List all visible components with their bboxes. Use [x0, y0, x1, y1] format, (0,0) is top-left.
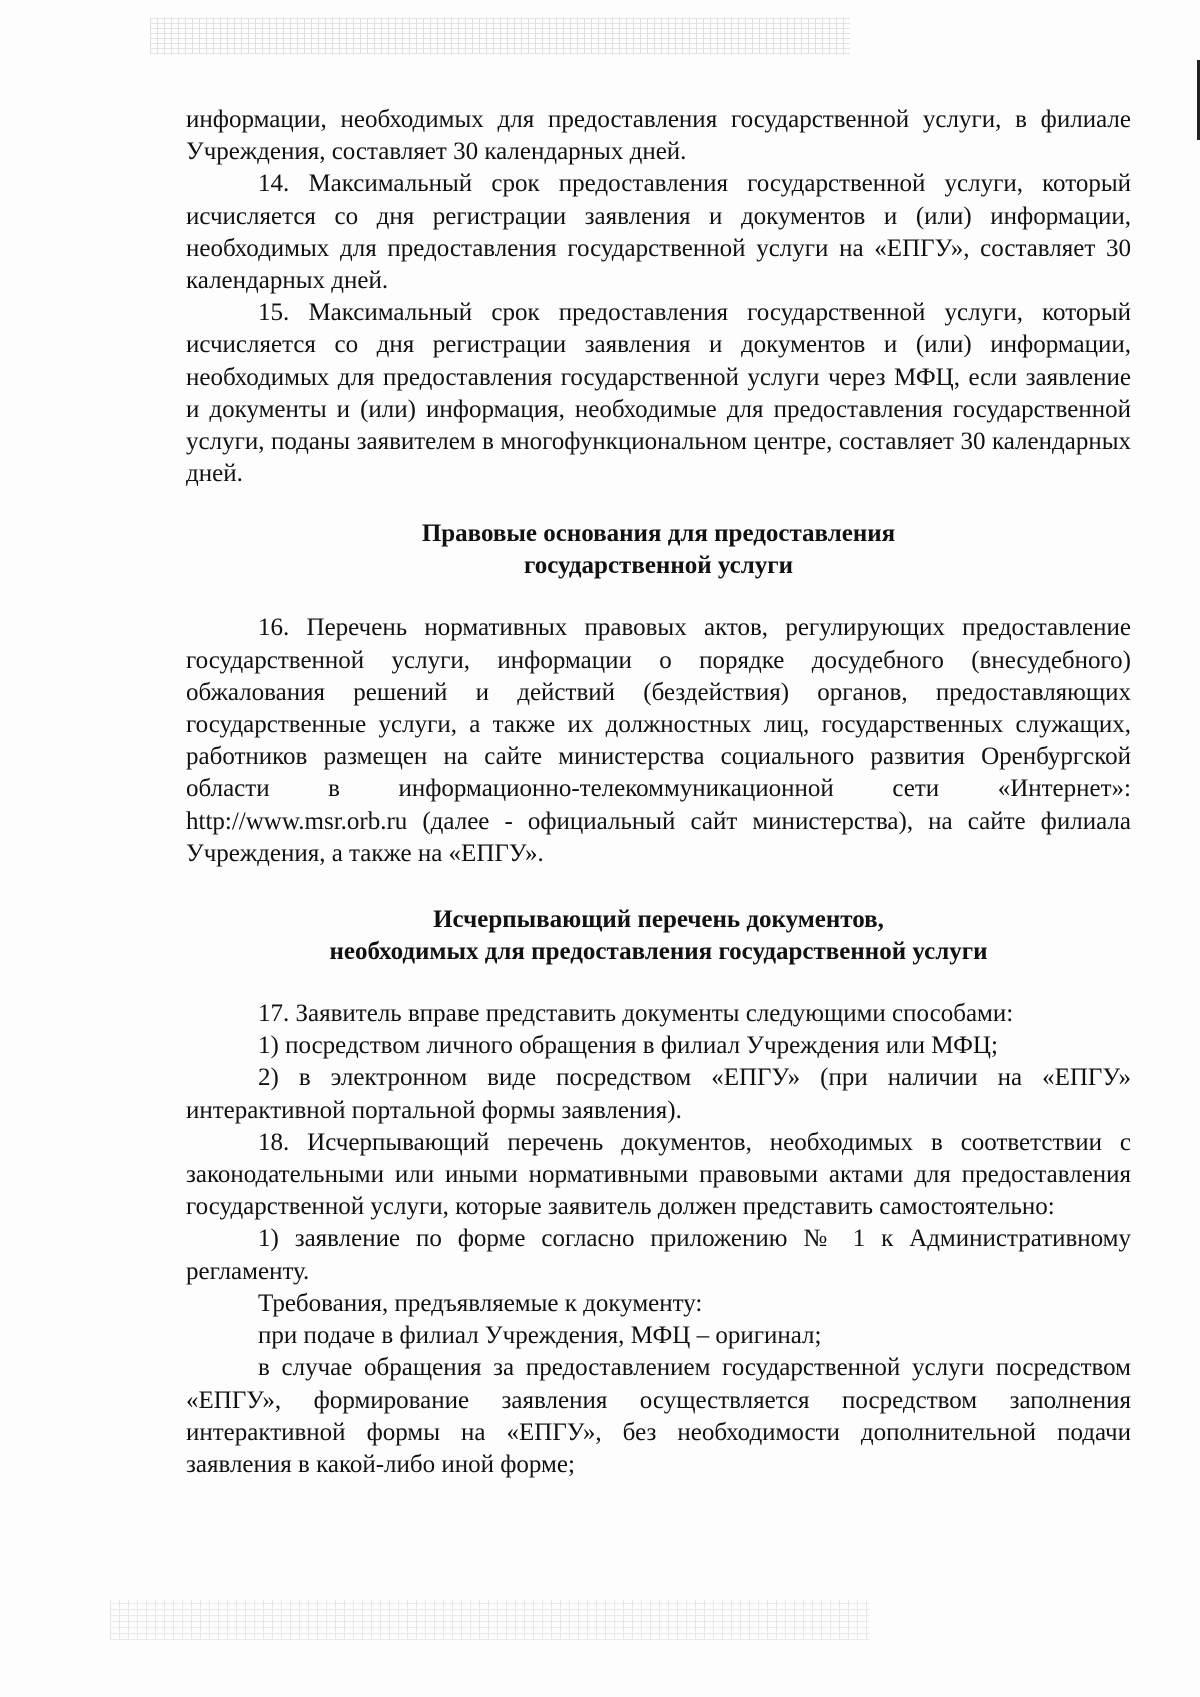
paragraph-14: 14. Максимальный срок предоставления государственной услуги, который исчисляется со дня регистрации заявления и документов и (или) информации, необходимых для предоставления государственной услуги на «ЕПГУ», составляет 30 календарных дней. [186, 170, 1131, 295]
paragraph-18: 18. Исчерпывающий перечень документов, необходимых в соответствии с законодательными или иными нормативными правовыми актами для предоставления государственной услуги, которые заявитель должен представить самостоятельно: [186, 1128, 1131, 1221]
paragraph-18-item-1: 1) заявление по форме согласно приложению № 1 к Административному регламенту. [186, 1225, 1131, 1285]
paragraph-16: 16. Перечень нормативных правовых актов, регулирующих предоставление государственной услуги, информации о порядке досудебного (внесудебного) обжалования решений и действий (бездействия) органов, предоставляющих государственные услуги, а также их должностных лиц, государственных служащих, работников размещен на сайте министерства социального развития Оренбургской области в информационно-телекоммуникационной сети «Интернет»: http://www.msr.orb.ru (далее - официальный сайт министерства), на сайте филиала Учреждения, а также на «ЕПГУ». [186, 614, 1131, 867]
paragraph-17: 17. Заявитель вправе представить документы следующими способами: [258, 1000, 1014, 1028]
heading-line: Правовые основания для предоставления [421, 520, 896, 548]
scan-artifact-top [150, 18, 850, 54]
paragraph-requirement-epgu: в случае обращения за предоставлением государственной услуги посредством «ЕПГУ», формирование заявления осуществляется посредством заполнения интерактивной формы на «ЕПГУ», без необходимости дополнительной подачи заявления в какой-либо иной форме; [186, 1354, 1131, 1478]
heading-line: Исчерпывающий перечень документов, [433, 906, 884, 934]
paragraph-continuation: информации, необходимых для предоставления государственной услуги, в филиале Учреждения, составляет 30 календарных дней. [186, 106, 1131, 166]
section-heading-legal-basis [186, 518, 1131, 582]
paragraph-requirements: Требования, предъявляемые к документу: [258, 1289, 703, 1317]
heading-line: государственной услуги [523, 552, 794, 580]
paragraph-15: 15. Максимальный срок предоставления государственной услуги, который исчисляется со дня регистрации заявления и документов и (или) информации, необходимых для предоставления государственной услуги через МФЦ, если заявление и документы и (или) информация, необходимые для предоставления государственной услуги, поданы заявителем в многофункциональном центре, составляет 30 календарных дней. [186, 299, 1131, 488]
heading-line: необходимых для предоставления государственной услуги [329, 938, 988, 966]
scan-artifact-bottom [110, 1600, 870, 1640]
paragraph-17-item-2: 2) в электронном виде посредством «ЕПГУ» (при наличии на «ЕПГУ» интерактивной портальной формы заявления). [186, 1064, 1131, 1124]
paragraph-17-item-1: 1) посредством личного обращения в филиал Учреждения или МФЦ; [258, 1032, 998, 1060]
document-body [186, 104, 1131, 1481]
section-heading-documents-list [186, 904, 1131, 968]
paragraph-requirement-original: при подаче в филиал Учреждения, МФЦ – оригинал; [258, 1322, 822, 1350]
